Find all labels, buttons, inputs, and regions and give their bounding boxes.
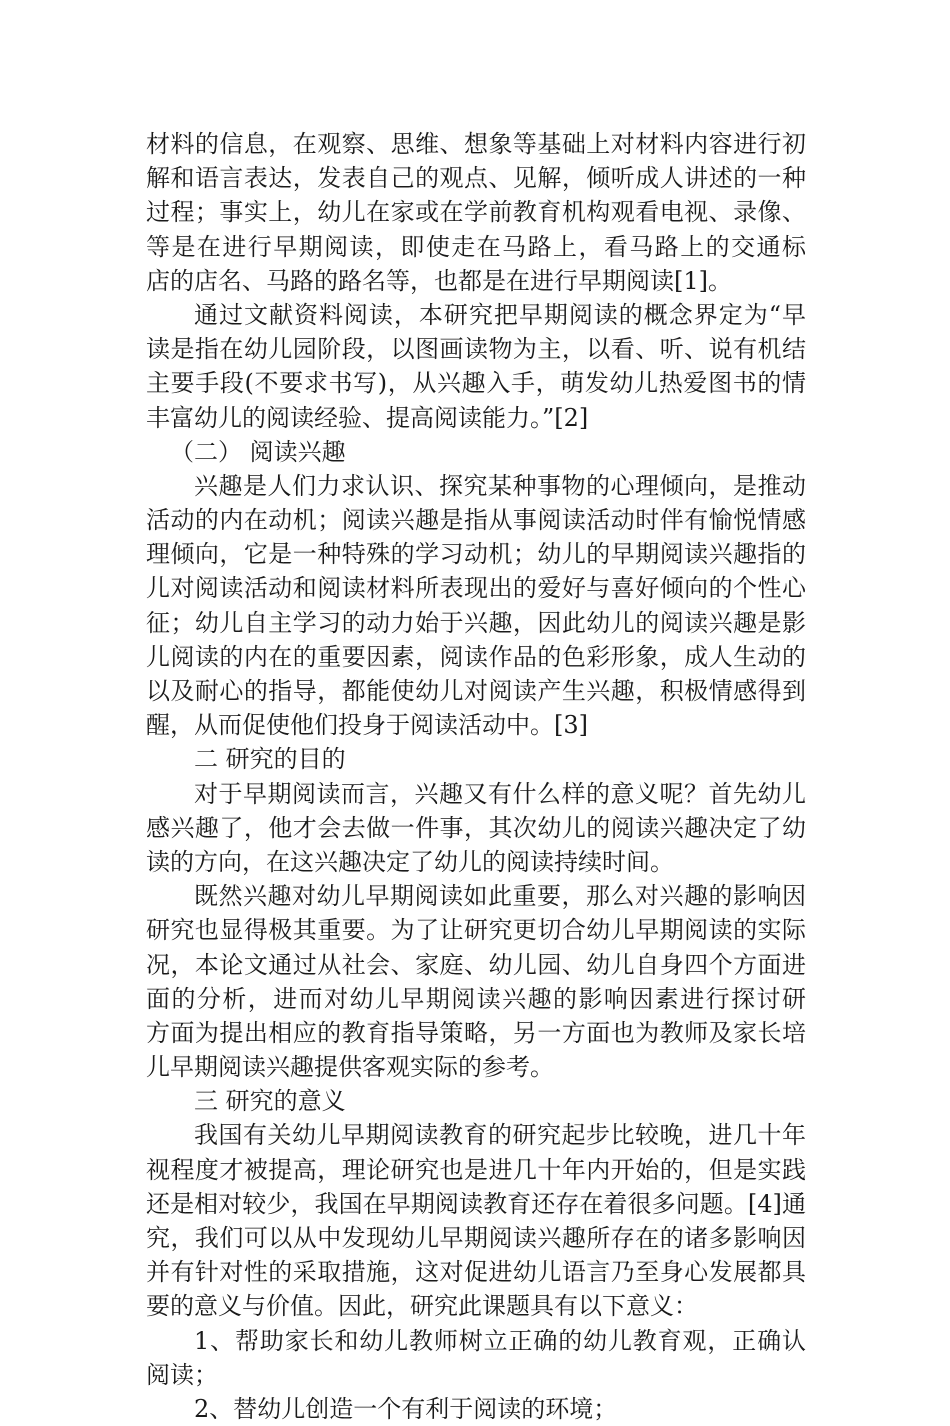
text-line: 研究也显得极其重要。为了让研究更切合幼儿早期阅读的实际 [146, 916, 806, 945]
text-line: 等是在进行早期阅读，即使走在马路上，看马路上的交通标 [146, 232, 806, 261]
text-line: 主要手段(不要求书写)，从兴趣入手，萌发幼儿热爱图书的情 [146, 369, 806, 398]
section-heading: （二） 阅读兴趣 [170, 437, 346, 466]
text-line: 要的意义与价值。因此，研究此课题具有以下意义： [146, 1292, 698, 1321]
text-line: 以及耐心的指导，都能使幼儿对阅读产生兴趣，积极情感得到 [146, 677, 806, 705]
text-line: 征；幼儿自主学习的动力始于兴趣，因此幼儿的阅读兴趣是影 [146, 608, 806, 637]
text-line: 活动的内在动机；阅读兴趣是指从事阅读活动时伴有愉悦情感 [146, 506, 806, 535]
text-line: 还是相对较少，我国在早期阅读教育还存在着很多问题。[4]通 [146, 1189, 806, 1218]
text-line: 兴趣是人们力求认识、探究某种事物的心理倾向，是推动 [194, 471, 806, 500]
text-line: 通过文献资料阅读，本研究把早期阅读的概念界定为“早 [194, 300, 806, 329]
text-line: 我国有关幼儿早期阅读教育的研究起步比较晚，进几十年 [194, 1121, 806, 1150]
text-line: 材料的信息，在观察、思维、想象等基础上对材料内容进行初 [146, 130, 806, 158]
document-page [146, 127, 806, 1426]
text-line: 方面为提出相应的教育指导策略，另一方面也为教师及家长培 [146, 1018, 806, 1047]
section-heading: 三 研究的意义 [194, 1087, 346, 1116]
text-line: 1、帮助家长和幼儿教师树立正确的幼儿教育观，正确认 [194, 1326, 806, 1355]
text-line: 解和语言表达，发表自己的观点、见解，倾听成人讲述的一种 [146, 164, 806, 193]
text-line: 既然兴趣对幼儿早期阅读如此重要，那么对兴趣的影响因 [194, 882, 806, 911]
text-line: 阅读； [146, 1360, 218, 1389]
text-line: 并有针对性的采取措施，这对促进幼儿语言乃至身心发展都具 [146, 1258, 806, 1287]
text-line: 读是指在幼儿园阶段，以图画读物为主，以看、听、说有机结 [146, 335, 806, 364]
text-line: 面的分析，进而对幼儿早期阅读兴趣的影响因素进行探讨研 [146, 984, 806, 1013]
text-line: 感兴趣了，他才会去做一件事，其次幼儿的阅读兴趣决定了幼 [146, 813, 806, 842]
text-line: 读的方向，在这兴趣决定了幼儿的阅读持续时间。 [146, 847, 674, 876]
text-line: 理倾向，它是一种特殊的学习动机；幼儿的早期阅读兴趣指的 [146, 540, 806, 569]
text-line: 儿早期阅读兴趣提供客观实际的参考。 [146, 1053, 554, 1082]
text-line: 儿对阅读活动和阅读材料所表现出的爱好与喜好倾向的个性心 [146, 574, 806, 603]
text-line: 儿阅读的内在的重要因素，阅读作品的色彩形象，成人生动的 [146, 642, 806, 671]
text-line: 醒，从而促使他们投身于阅读活动中。[3] [146, 711, 588, 740]
text-line: 对于早期阅读而言，兴趣又有什么样的意义呢？首先幼儿 [194, 779, 806, 808]
text-line: 2、替幼儿创造一个有利于阅读的环境； [194, 1394, 618, 1423]
text-line: 况，本论文通过从社会、家庭、幼儿园、幼儿自身四个方面进 [146, 950, 806, 979]
text-line: 视程度才被提高，理论研究也是进几十年内开始的，但是实践 [146, 1155, 806, 1184]
text-line: 丰富幼儿的阅读经验、提高阅读能力。”[2] [146, 403, 589, 432]
section-heading: 二 研究的目的 [194, 745, 346, 774]
text-line: 究，我们可以从中发现幼儿早期阅读兴趣所存在的诸多影响因 [146, 1224, 806, 1252]
text-line: 店的店名、马路的路名等，也都是在进行早期阅读[1]。 [146, 266, 732, 295]
text-line: 过程；事实上，幼儿在家或在学前教育机构观看电视、录像、 [146, 198, 806, 227]
